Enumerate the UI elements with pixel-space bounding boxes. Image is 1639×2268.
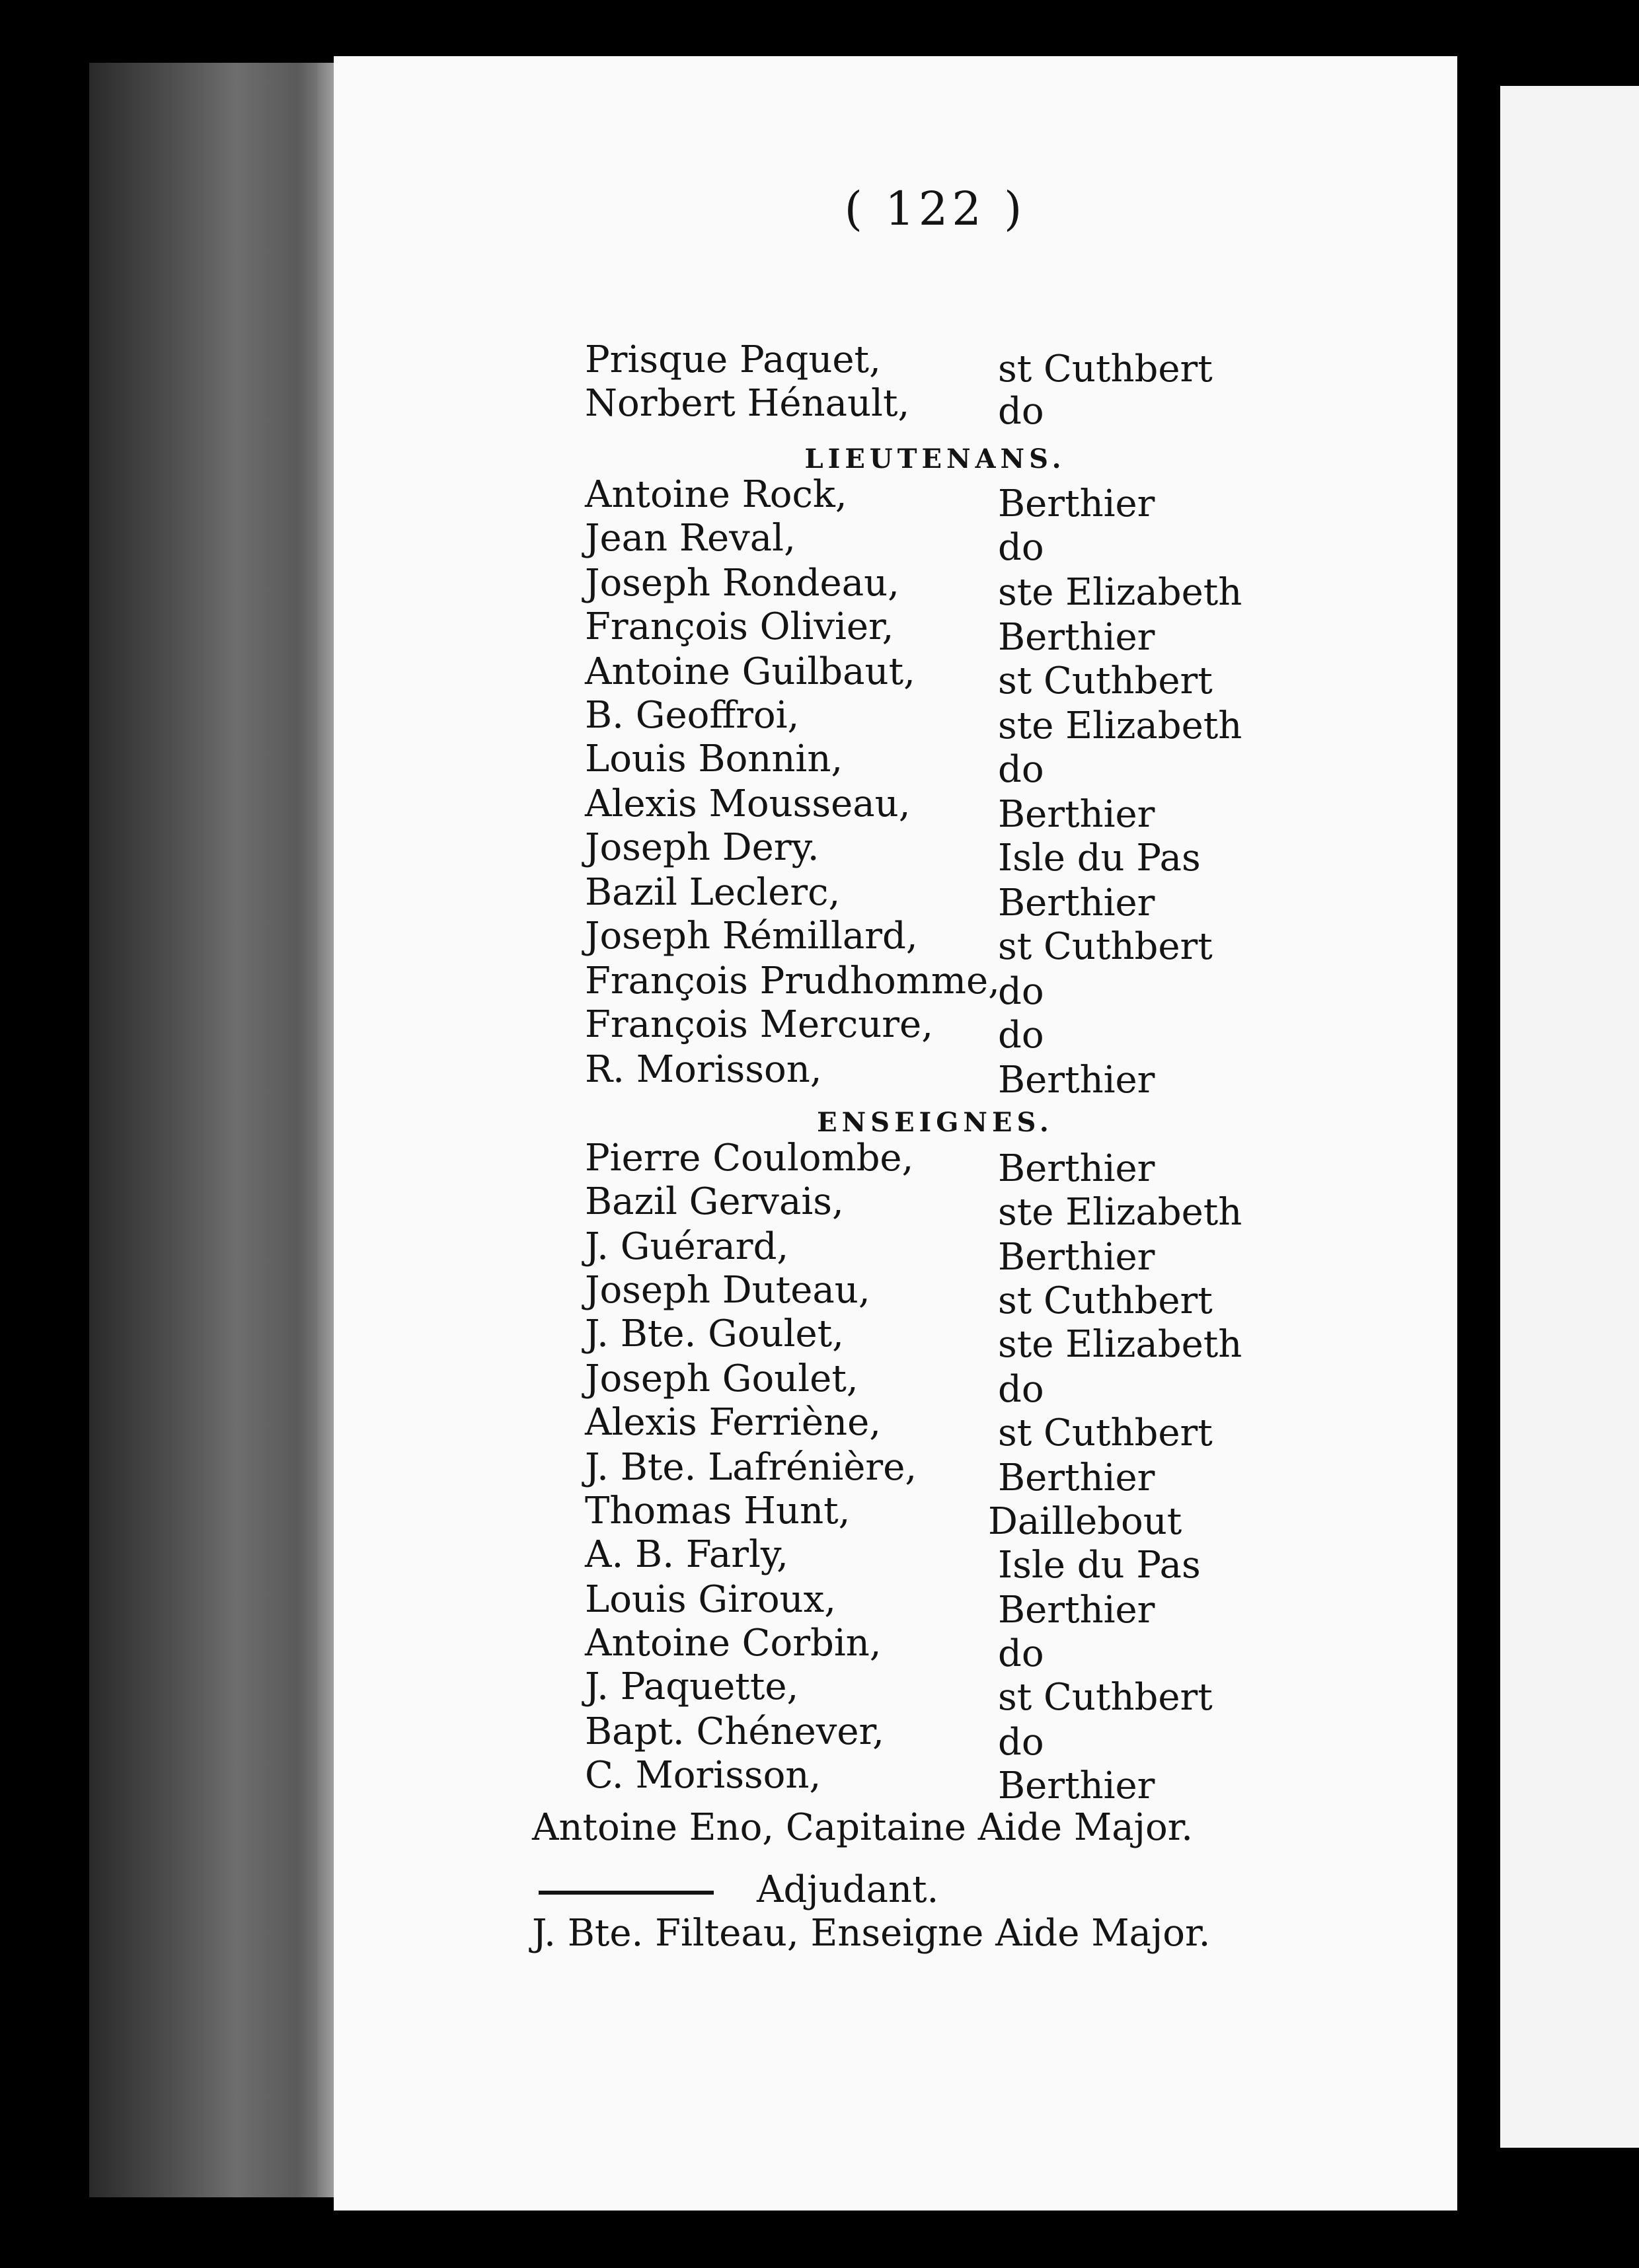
lieutenant-name: Antoine Rock, [585, 473, 847, 516]
lieutenant-place: do [998, 748, 1044, 791]
ensign-name: Joseph Duteau, [585, 1269, 870, 1312]
ensign-name: J. Paquette, [585, 1665, 799, 1708]
adjudant-line: Adjudant. [757, 1868, 939, 1911]
lieutenant-place: Berthier [998, 882, 1155, 925]
ensign-place: do [998, 1632, 1044, 1675]
facing-page-edge [1500, 86, 1639, 2148]
section-heading-lieutenans: LIEUTENANS. [804, 443, 1066, 474]
ensign-place: Daillebout [988, 1500, 1182, 1543]
ensign-name: C. Morisson, [585, 1754, 821, 1797]
aide-major-line: Antoine Eno, Capitaine Aide Major. [532, 1806, 1194, 1849]
lieutenant-place: st Cuthbert [998, 925, 1213, 968]
officer-place: do [998, 390, 1044, 433]
ensign-place: do [998, 1721, 1044, 1764]
lieutenant-place: do [998, 970, 1044, 1013]
lieutenant-place: do [998, 526, 1044, 569]
lieutenant-name: Jean Reval, [585, 517, 796, 560]
ensign-name: J. Guérard, [585, 1225, 789, 1268]
lieutenant-name: François Mercure, [585, 1003, 933, 1046]
ensign-place: st Cuthbert [998, 1412, 1213, 1455]
lieutenant-name: Joseph Rémillard, [585, 915, 918, 958]
section-heading-enseignes: ENSEIGNES. [817, 1107, 1053, 1138]
lieutenant-name: Joseph Dery. [585, 826, 820, 869]
ensign-name: J. Bte. Lafrénière, [585, 1446, 917, 1489]
ensign-name: Louis Giroux, [585, 1578, 836, 1621]
ditto-rule [539, 1891, 714, 1895]
ensign-name: Pierre Coulombe, [585, 1137, 914, 1180]
officer-place: st Cuthbert [998, 348, 1213, 391]
ensign-place: st Cuthbert [998, 1279, 1213, 1322]
lieutenant-place: do [998, 1014, 1044, 1057]
ensign-place: Berthier [998, 1147, 1155, 1190]
lieutenant-place: Berthier [998, 616, 1155, 659]
ensign-name: Bapt. Chénever, [585, 1710, 884, 1753]
ensign-place: Berthier [998, 1456, 1155, 1499]
lieutenant-place: ste Elizabeth [998, 704, 1242, 747]
lieutenant-place: Berthier [998, 482, 1155, 525]
lieutenant-name: Antoine Guilbaut, [585, 650, 915, 693]
lieutenant-place: st Cuthbert [998, 660, 1213, 702]
ensign-place: Berthier [998, 1589, 1155, 1632]
lieutenant-name: Louis Bonnin, [585, 737, 843, 780]
ensign-place: ste Elizabeth [998, 1191, 1242, 1234]
lieutenant-place: Berthier [998, 793, 1155, 836]
ensign-place: Isle du Pas [998, 1544, 1201, 1587]
ensign-place: Berthier [998, 1764, 1155, 1807]
ensign-place: Berthier [998, 1236, 1155, 1279]
ensign-name: Joseph Goulet, [585, 1357, 858, 1400]
ensign-name: J. Bte. Goulet, [585, 1312, 844, 1355]
ensign-place: do [998, 1368, 1044, 1411]
lieutenant-place: Isle du Pas [998, 837, 1201, 880]
lieutenant-name: Joseph Rondeau, [585, 562, 899, 605]
book-spine [89, 63, 334, 2197]
ensign-name: Antoine Corbin, [585, 1622, 882, 1665]
ensign-name: Thomas Hunt, [585, 1490, 851, 1532]
page-number: ( 122 ) [844, 182, 1026, 236]
lieutenant-place: Berthier [998, 1059, 1155, 1102]
ensign-place: ste Elizabeth [998, 1323, 1242, 1366]
officer-name: Norbert Hénault, [585, 382, 910, 425]
ensign-name: Alexis Ferriène, [585, 1401, 882, 1444]
lieutenant-name: François Olivier, [585, 605, 894, 648]
lieutenant-name: R. Morisson, [585, 1048, 822, 1091]
book-page [334, 56, 1457, 2211]
officer-name: Prisque Paquet, [585, 338, 881, 381]
enseigne-aide-major-line: J. Bte. Filteau, Enseigne Aide Major. [532, 1912, 1211, 1955]
lieutenant-place: ste Elizabeth [998, 571, 1242, 614]
lieutenant-name: B. Geoffroi, [585, 694, 800, 737]
ensign-name: A. B. Farly, [585, 1533, 788, 1576]
lieutenant-name: Alexis Mousseau, [585, 782, 911, 825]
lieutenant-name: François Prudhomme, [585, 960, 1000, 1002]
lieutenant-name: Bazil Leclerc, [585, 871, 841, 914]
ensign-place: st Cuthbert [998, 1676, 1213, 1719]
ensign-name: Bazil Gervais, [585, 1180, 844, 1223]
